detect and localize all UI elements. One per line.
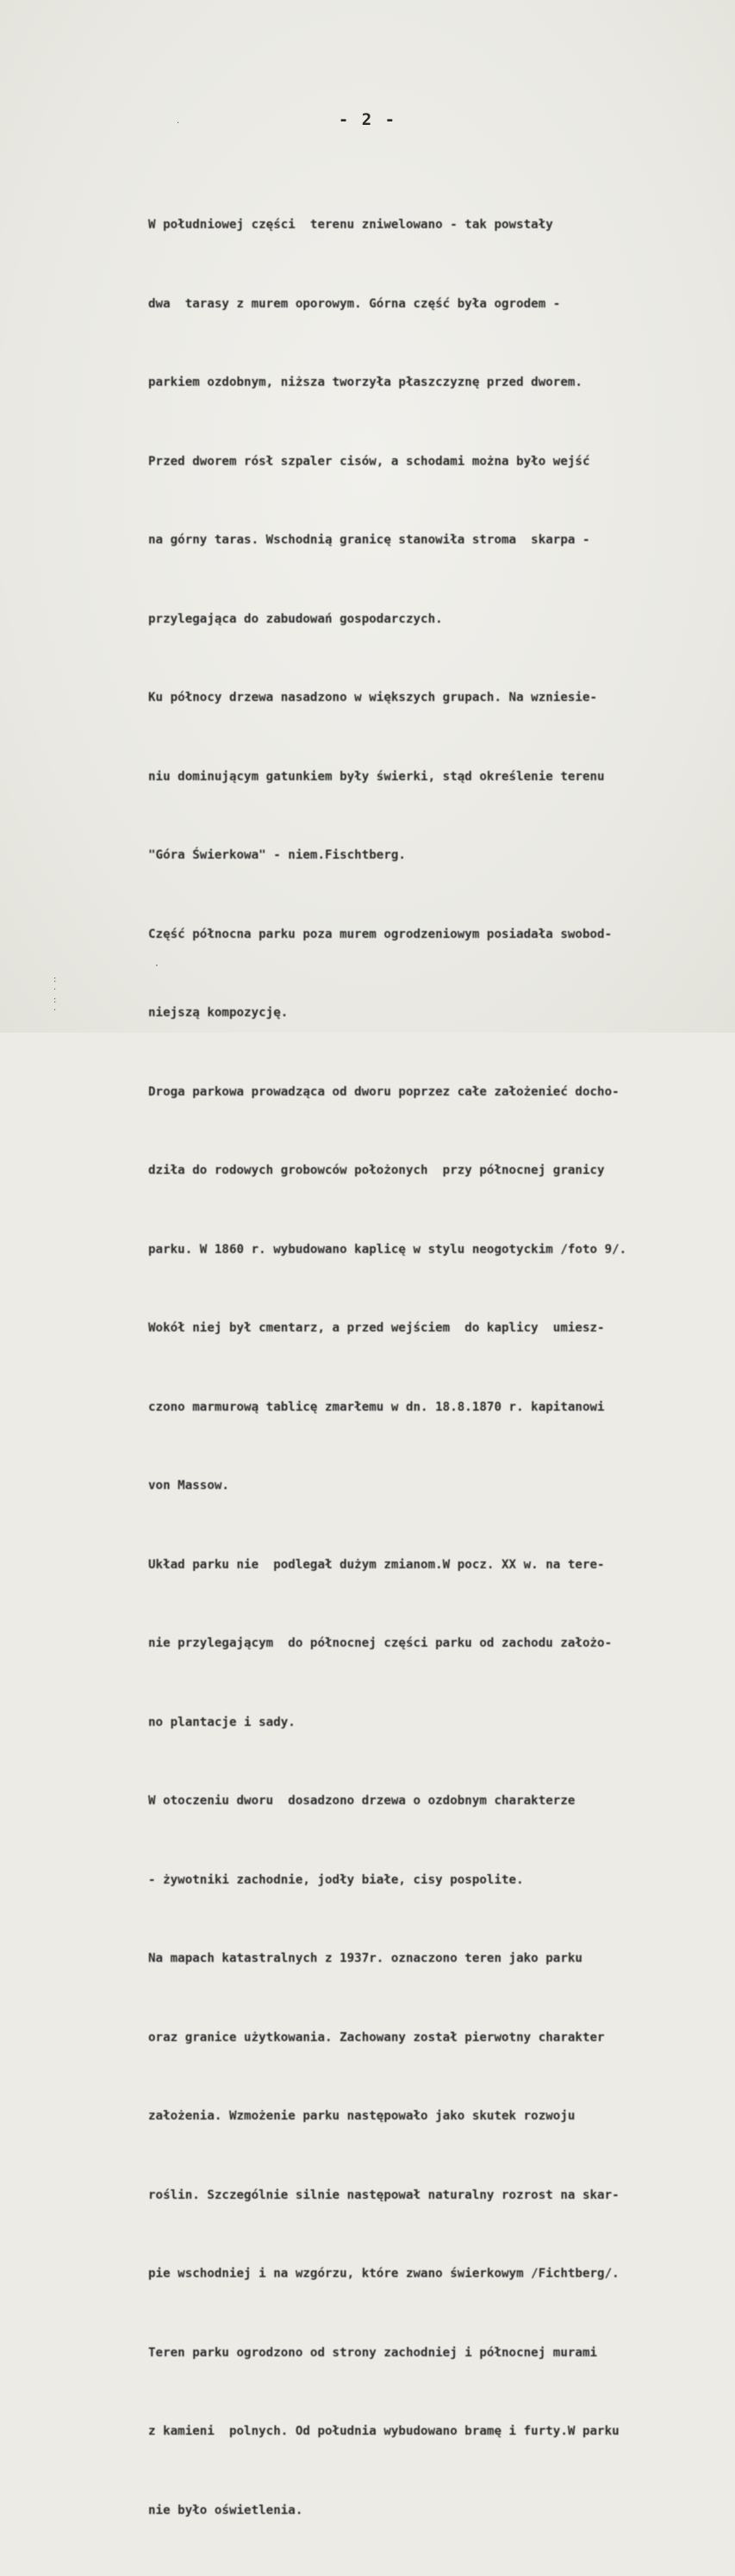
text-line: Droga parkowa prowadząca od dworu poprzez całe założenieć docho- [148,1084,620,1099]
text-line: przylegająca do zabudowań gospodarczych. [148,611,443,626]
scan-speck: · [177,119,180,128]
scan-speck: · [155,959,159,971]
text-line: "Góra Świerkowa" - niem.Fischtberg. [148,848,406,862]
text-line: Ku północy drzewa nasadzono w większych grupach. Na wzniesie- [148,691,598,705]
page-number: - 2 - [338,110,397,129]
text-line: dwa tarasy z murem oporowym. Górna część była ogrodem - [148,296,561,311]
text-line: von Massow. [148,1479,229,1493]
text-line: Część północna parku poza murem ogrodzeniowym posiadała swobod- [148,927,613,941]
text-line: Przed dworem rósł szpaler cisów, a schodami można było wejść [148,454,590,469]
text-line: na górny taras. Wschodnią granicę stanowiła stroma skarpa - [148,533,590,547]
text-line: W południowej części terenu zniwelowano - tak powstały [148,218,553,232]
text-line: oraz granice użytkowania. Zachowany został pierwotny charakter [148,2030,605,2045]
text-line: no plantacje i sady. [148,1715,296,1729]
text-line: parkiem ozdobnym, niższa tworzyła płaszczyznę przed dworem. [148,376,582,389]
text-line: Układ parku nie podlegał dużym zmianom.W pocz. XX w. na tere- [148,1557,605,1572]
binding-marks: : · : · [53,975,57,1015]
text-line: dziła do rodowych grobowców położonych przy północnej granicy [148,1164,605,1177]
text-line: niu dominującym gatunkiem były świerki, stąd określenie terenu [148,769,605,784]
text-line: nie było oświetlenia. [148,2503,303,2517]
text-line: Na mapach katastralnych z 1937r. oznaczono teren jako parku [148,1952,582,1965]
text-line: czono marmurową tablicę zmarłemu w dn. 18.8.1870 r. kapitanowi [148,1400,605,1414]
text-line: roślin. Szczególnie silnie następował naturalny rozrost na skar- [148,2188,620,2202]
text-line: niejszą kompozycję. [148,1006,289,1020]
text-line: nie przylegającym do północnej części parku od zachodu założo- [148,1636,613,1650]
text-line: Wokół niej był cmentarz, a przed wejściem do kaplicy umiesz- [148,1321,605,1335]
text-line: pie wschodniej i na wzgórzu, które zwano świerkowym /Fichtberg/. [148,2267,620,2281]
text-line: założenia. Wzmożenie parku następowało jako skutek rozwoju [148,2109,576,2123]
text-line: parku. W 1860 r. wybudowano kaplicę w stylu neogotyckim /foto 9/. [148,1242,627,1257]
body-text [148,159,726,2576]
text-line: - żywotniki zachodnie, jodły białe, cisy pospolite. [148,1872,524,1887]
text-line: W otoczeniu dworu dosadzono drzewa o ozdobnym charakterze [148,1794,576,1808]
text-line: z kamieni polnych. Od południa wybudowano bramę i furty.W parku [148,2424,620,2438]
text-line: Teren parku ogrodzono od strony zachodniej i północnej murami [148,2345,598,2360]
